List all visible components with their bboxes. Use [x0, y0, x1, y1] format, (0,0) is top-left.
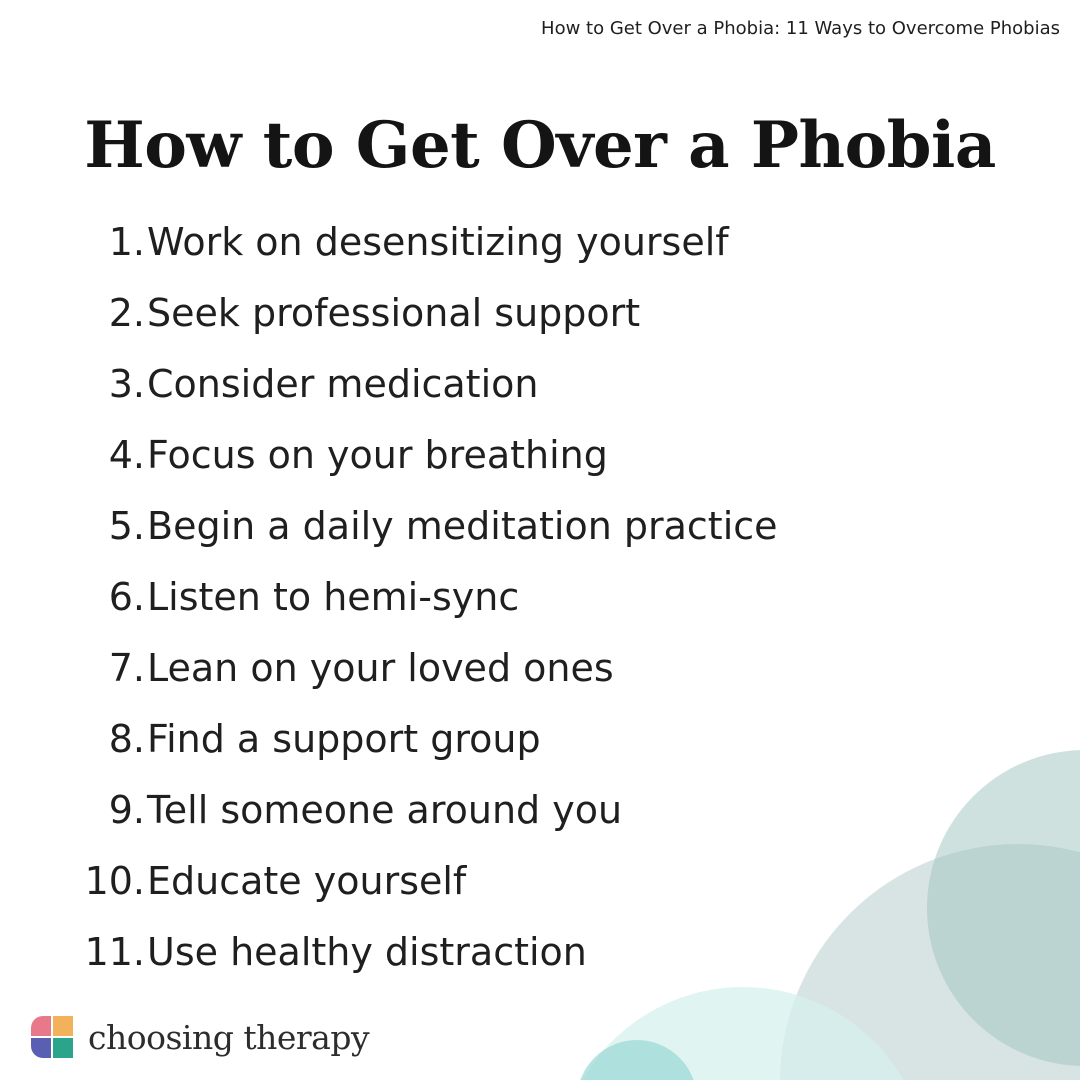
step-text: Educate yourself [147, 859, 467, 903]
step-number: 3. [108, 362, 145, 406]
decor-circle-upper-right [927, 750, 1080, 1066]
step-number: 4. [108, 433, 145, 477]
logo-petal-orange [53, 1016, 73, 1036]
brand-name: choosing therapy [88, 1017, 370, 1057]
logo-petal-indigo [31, 1038, 51, 1058]
step-number: 6. [108, 575, 145, 619]
step-number: 11. [84, 930, 145, 974]
step-number: 8. [108, 717, 145, 761]
step-number: 9. [108, 788, 145, 832]
logo-petal-pink [31, 1016, 51, 1036]
step-number: 5. [108, 504, 145, 548]
step-text: Focus on your breathing [147, 433, 608, 477]
step-number: 2. [108, 291, 145, 335]
four-petal-logo-icon [28, 1013, 76, 1061]
step-text: Listen to hemi-sync [147, 575, 520, 619]
step-number: 1. [108, 220, 145, 264]
logo-petal-green [53, 1038, 73, 1058]
step-text: Tell someone around you [147, 788, 623, 832]
page-title: How to Get Over a Phobia [84, 108, 996, 183]
step-text: Use healthy distraction [147, 930, 587, 974]
step-text: Begin a daily meditation practice [147, 504, 778, 548]
step-text: Consider medication [147, 362, 539, 406]
decor-circle-large [780, 844, 1080, 1080]
step-text: Lean on your loved ones [147, 646, 614, 690]
step-text: Find a support group [147, 717, 541, 761]
decor-circle-pale [558, 987, 928, 1080]
step-number: 7. [108, 646, 145, 690]
decor-circle-small [577, 1040, 697, 1080]
brand [28, 1012, 369, 1062]
step-text: Work on desensitizing yourself [147, 220, 729, 264]
step-number: 10. [84, 859, 145, 903]
page-caption: How to Get Over a Phobia: 11 Ways to Overcome Phobias [541, 18, 1060, 39]
step-text: Seek professional support [147, 291, 641, 335]
